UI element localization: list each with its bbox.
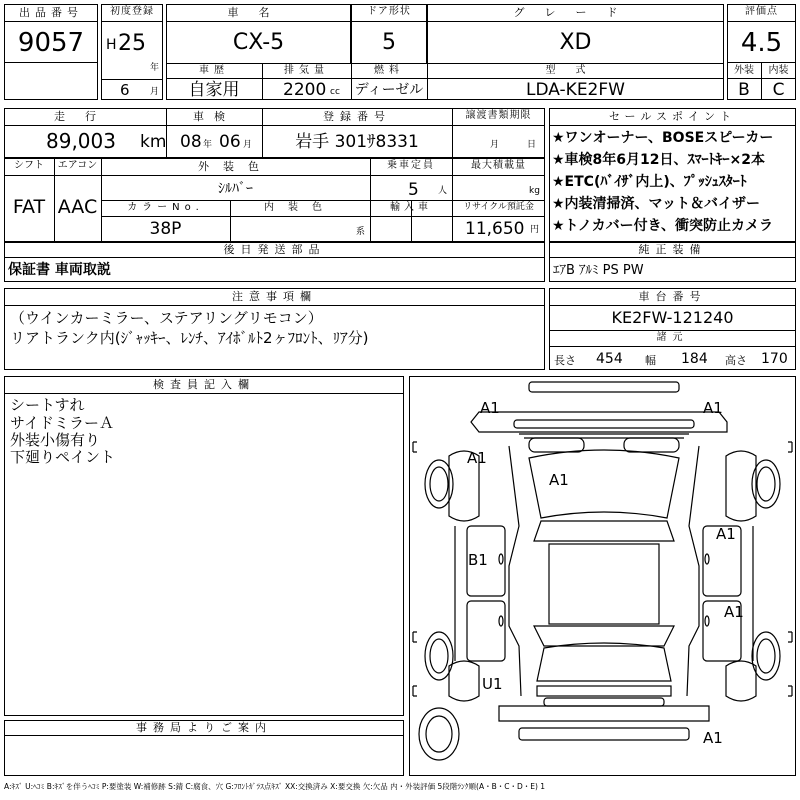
equipment-text: ｴｱB ｱﾙﾐ PS PW: [553, 263, 644, 278]
damage-mark-left-fender: A1: [467, 449, 487, 467]
color-no-label: カラーNo.: [127, 202, 204, 213]
damage-mark-rear: A1: [703, 729, 723, 747]
grade: XD: [559, 30, 592, 55]
insp-year: 08: [180, 132, 202, 152]
int-color-unit: 系: [356, 227, 366, 237]
recycle-unit: 円: [530, 225, 540, 235]
max-load-unit: kg: [529, 186, 540, 196]
chassis-title: 車台番号: [638, 290, 707, 303]
later-parts-text: 保証書 車両取説: [8, 262, 111, 278]
chassis-number: KE2FW-121240: [611, 308, 734, 327]
reg-month: 6: [120, 81, 130, 99]
lot-label: 出品番号: [19, 6, 83, 19]
width-label: 幅: [645, 354, 656, 367]
insp-month-unit: 月: [243, 140, 253, 150]
plate-label: 登録番号: [323, 110, 391, 123]
height: 170: [761, 351, 788, 367]
ext-color-label: 外装色: [198, 160, 273, 173]
mileage-label: 走行: [54, 110, 116, 123]
door-label: ドア形状: [367, 6, 411, 17]
recycle: 11,650: [465, 219, 525, 239]
reg-year: 25: [118, 31, 146, 56]
capacity-unit: 人: [438, 186, 448, 196]
year-unit: 年: [150, 63, 160, 73]
ext-color: ｼﾙﾊﾞｰ: [218, 181, 253, 197]
fuel-label: 燃料: [374, 65, 404, 76]
transfer-day-unit: 日: [527, 140, 537, 150]
mileage: 89,003: [46, 129, 116, 153]
ac-label: エアコン: [57, 160, 98, 171]
first-reg-label: 初度登録: [110, 6, 154, 17]
import-label: 輸入車: [390, 202, 432, 213]
damage-mark-right-door: A1: [716, 525, 736, 543]
sales-point-line: ★ETC(ﾊﾞｲｻﾞ内上)、ﾌﾟｯｼｭｽﾀｰﾄ: [552, 174, 747, 190]
capacity-label: 乗車定員: [387, 160, 435, 171]
car-name: CX-5: [232, 30, 285, 55]
car-name-label: 車名: [227, 6, 290, 19]
later-parts-title: 後日発送部品: [223, 243, 326, 256]
displacement-unit: cc: [330, 87, 340, 97]
spec-title: 諸元: [656, 332, 689, 343]
inspector-line: 外装小傷有り: [10, 431, 101, 449]
sales-points-title: セールスポイント: [608, 110, 736, 123]
era: H: [106, 37, 117, 53]
exterior-label: 外装: [734, 65, 754, 76]
inspector-line: サイドミラーＡ: [10, 414, 114, 432]
history: 自家用: [188, 80, 240, 100]
score: 4.5: [740, 28, 783, 58]
doors: 5: [382, 30, 396, 55]
notes-line: リアトランク内(ｼﾞｬｯｷｰ、ﾚﾝﾁ、ｱｲﾎﾞﾙﾄ2ヶﾌﾛﾝﾄ、ﾘｱ分): [10, 329, 369, 347]
shift: FAT: [12, 196, 46, 218]
grade-label: グレード: [513, 6, 638, 19]
sales-point-line: ★車検8年6月12日、ｽﾏｰﾄｷｰ×2本: [552, 152, 765, 168]
inspector-line: 下廻りペイント: [10, 448, 116, 466]
sales-point-line: ★内装清掃済、マット＆バイザー: [552, 196, 760, 212]
score-label: 評価点: [745, 6, 778, 17]
plate: 岩手 301ｻ8331: [295, 132, 419, 152]
fuel: ディーゼル: [354, 82, 424, 98]
interior-label: 内装: [768, 65, 789, 76]
transfer-month-unit: 月: [490, 140, 500, 150]
equipment-title: 純正装備: [638, 243, 707, 256]
max-load-label: 最大積載量: [471, 160, 526, 171]
damage-mark-left-door: B1: [468, 551, 488, 569]
ac: AAC: [57, 196, 98, 218]
damage-mark-front-left: A1: [480, 399, 500, 417]
width: 184: [681, 351, 708, 367]
inspection-label: 車検: [193, 110, 235, 123]
transfer-label: 譲渡書類期限: [465, 110, 532, 121]
month-unit: 月: [150, 87, 160, 97]
sales-point-line: ★トノカバー付き、衝突防止カメラ: [552, 218, 774, 234]
recycle-label: リサイクル預託金: [463, 202, 534, 212]
notes-title: 注意事項欄: [232, 290, 317, 303]
insp-year-unit: 年: [203, 140, 213, 150]
lot-number: 9057: [17, 28, 85, 58]
displacement-label: 排気量: [284, 65, 329, 76]
length: 454: [596, 351, 623, 367]
shift-label: シフト: [14, 160, 44, 171]
exterior-grade: B: [738, 80, 750, 100]
displacement: 2200: [283, 80, 327, 100]
legend: A:ｷｽﾞ U:ﾍｺﾐ B:ｷｽﾞを伴うﾍｺﾐ P:要塗装 W:補修跡 S:錆 C:腐食、穴 G:ﾌﾛﾝﾄｶﾞﾗｽ点ｷｽﾞ XX:交換済み X:要交換 欠:欠品 内・外装評価 5段階ﾗﾝｸ順(A・B・C・D・E) 1: [4, 782, 546, 791]
damage-mark-windshield: A1: [549, 471, 569, 489]
capacity: 5: [408, 180, 419, 200]
damage-mark-front-right: A1: [703, 399, 723, 417]
model-code: LDA-KE2FW: [526, 80, 625, 100]
color-no: 38P: [149, 219, 182, 239]
insp-month: 06: [219, 132, 241, 152]
int-color-label: 内装色: [264, 202, 336, 213]
inspector-title: 検査員記入欄: [153, 378, 255, 391]
mileage-unit: km: [140, 132, 167, 152]
length-label: 長さ: [554, 354, 576, 367]
damage-mark-left-rear: U1: [482, 675, 503, 693]
office-title: 事務局よりご案内: [136, 721, 272, 734]
damage-mark-right-rear-door: A1: [724, 603, 744, 621]
model-code-label: 型式: [545, 65, 606, 76]
inspector-line: シートすれ: [10, 396, 85, 414]
height-label: 高さ: [725, 354, 747, 367]
car-diagram: [409, 376, 796, 776]
history-label: 車歴: [199, 65, 229, 76]
notes-line: （ウインカーミラー、ステアリングリモコン）: [10, 309, 323, 327]
interior-grade: C: [772, 80, 785, 100]
sales-point-line: ★ワンオーナー、BOSEスピーカー: [552, 130, 774, 146]
